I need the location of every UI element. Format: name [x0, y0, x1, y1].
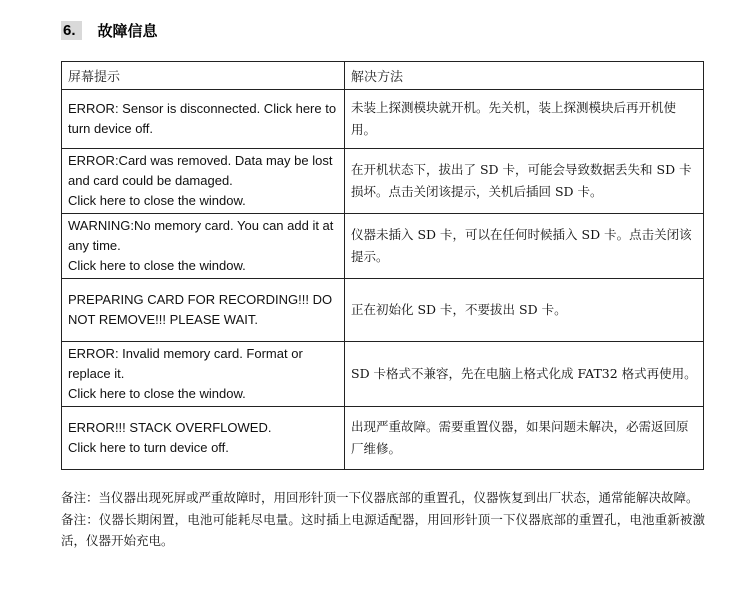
prompt-line: ERROR: Invalid memory card. Format or replace it. [68, 346, 303, 381]
table-row [62, 279, 704, 342]
prompt-cell [62, 407, 345, 470]
prompt-line: PREPARING CARD FOR RECORDING!!! DO NOT REMOVE!!! PLEASE WAIT. [68, 292, 333, 327]
prompt-line: Click here to close the window. [68, 193, 246, 208]
prompt-cell [62, 279, 345, 342]
solution-cell: 出现严重故障。需要重置仪器，如果问题未解决，必需返回原厂维修。 [345, 407, 704, 470]
table-row [62, 90, 704, 149]
solution-cell: SD 卡格式不兼容，先在电脑上格式化成 FAT32 格式再使用。 [345, 342, 704, 407]
solution-cell: 仪器未插入 SD 卡，可以在任何时候插入 SD 卡。点击关闭该提示。 [345, 214, 704, 279]
prompt-line: WARNING:No memory card. You can add it at any time. [68, 218, 334, 253]
fault-info-table [61, 61, 704, 470]
table-row [62, 214, 704, 279]
note-battery: 备注：仪器长期闲置，电池可能耗尽电量。这时插上电源适配器，用回形针顶一下仪器底部的重置孔，电池重新被激活，仪器开始充电。 [61, 511, 705, 548]
section-heading [61, 18, 158, 42]
table-row [62, 149, 704, 214]
table-row [62, 407, 704, 470]
header-solution: 解决方法 [345, 62, 704, 90]
table-row [62, 342, 704, 407]
header-screen-prompt: 屏幕提示 [62, 62, 345, 90]
section-title: 故障信息 [97, 21, 158, 40]
solution-cell: 正在初始化 SD 卡，不要拔出 SD 卡。 [345, 279, 704, 342]
solution-cell: 在开机状态下，拔出了 SD 卡，可能会导致数据丢失和 SD 卡损坏。点击关闭该提示，关机后插回 SD 卡。 [345, 149, 704, 214]
solution-cell: 未装上探测模块就开机。先关机，装上探测模块后再开机使用。 [345, 90, 704, 149]
table-header-row [62, 62, 704, 90]
notes-section [61, 487, 705, 552]
prompt-cell [62, 214, 345, 279]
prompt-line: Click here to close the window. [68, 386, 246, 401]
prompt-cell [62, 90, 345, 149]
prompt-line: ERROR!!! STACK OVERFLOWED. [68, 420, 272, 435]
prompt-line: Click here to turn device off. [68, 440, 229, 455]
prompt-cell [62, 342, 345, 407]
note-reset: 备注：当仪器出现死屏或严重故障时，用回形针顶一下仪器底部的重置孔，仪器恢复到出厂状态，通常能解决故障。 [61, 490, 699, 505]
prompt-cell [62, 149, 345, 214]
prompt-line: ERROR: Sensor is disconnected. Click here to turn device off. [68, 101, 337, 136]
prompt-line: Click here to close the window. [68, 258, 246, 273]
prompt-line: ERROR:Card was removed. Data may be lost and card could be damaged. [68, 153, 333, 188]
section-number: 6. [61, 21, 82, 40]
